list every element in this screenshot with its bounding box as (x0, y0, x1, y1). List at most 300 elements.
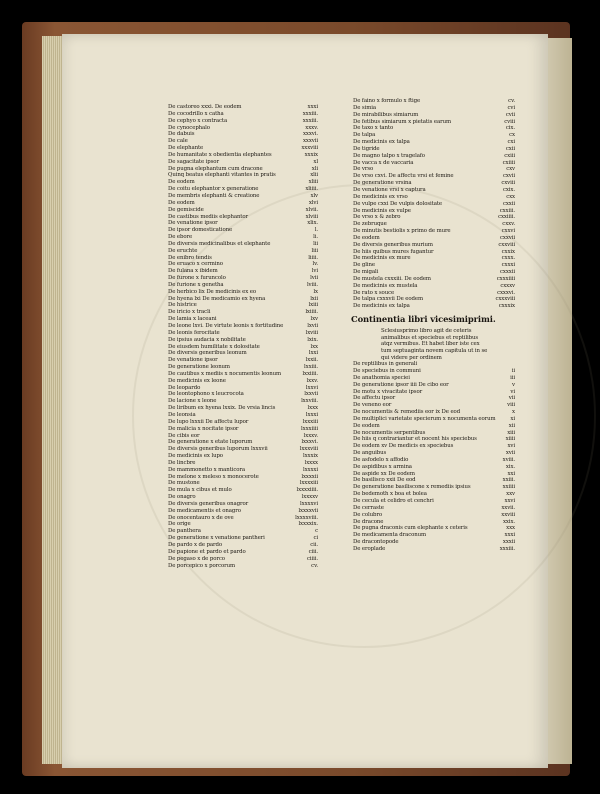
entry-title: De medicinis ex vrso (353, 193, 408, 200)
index-entry (353, 187, 515, 194)
entry-title: De dracontopode (353, 539, 399, 546)
entry-chapter-number: cviii (504, 118, 515, 125)
index-entry (353, 471, 515, 478)
entry-title: De minutis bestiolis x primo de mure (353, 228, 451, 235)
entry-chapter-number: lxxxiii (302, 418, 318, 425)
index-entry (353, 546, 515, 553)
entry-chapter-number: lxxxxiiii. (296, 487, 318, 494)
index-entry (353, 194, 515, 201)
index-entry (353, 409, 515, 416)
index-entry (353, 276, 515, 283)
entry-title: De eruchte (168, 247, 198, 254)
entry-chapter-number: lxvii (307, 323, 318, 329)
entry-chapter-number: lxxxiiii (301, 425, 318, 432)
index-entry (353, 160, 515, 167)
entry-title: De bedemoth x boa et bolea (353, 491, 427, 498)
entry-chapter-number: xlviii (305, 213, 318, 220)
index-entry (353, 255, 515, 262)
index-entry (353, 464, 515, 471)
index-entry (168, 152, 318, 159)
entry-title: De diversis generibus onagror (168, 500, 249, 507)
entry-chapter-number: lxxxxiii (299, 480, 318, 487)
entry-chapter-number: lxxi (308, 350, 318, 357)
entry-chapter-number: cxxviii (498, 241, 515, 248)
index-entry (168, 337, 318, 344)
index-entry (168, 412, 318, 419)
facing-page-edge (548, 38, 572, 764)
index-entry (353, 269, 515, 276)
entry-title: De onagro (168, 494, 196, 501)
entry-title: De colubro (353, 511, 382, 518)
index-entry (353, 525, 515, 532)
index-entry (353, 361, 515, 368)
entry-chapter-number: xxxviii (301, 145, 318, 152)
index-entry (168, 118, 318, 125)
entry-chapter-number: lxxxxix. (298, 521, 318, 528)
intro-line: atqz vermibus. Et habet liber iste cex (381, 341, 480, 348)
entry-chapter-number: cxxxi (501, 262, 515, 269)
entry-title: De aspide xx De eodem (353, 470, 415, 477)
entry-chapter-number: li. (313, 234, 318, 241)
index-entry (353, 402, 515, 409)
index-entry (168, 494, 318, 501)
entry-title: De eodem (168, 179, 195, 186)
entry-title: De humanitate x obedientia elephantes (168, 151, 272, 158)
entry-title: De faino x formulo x ftige (353, 98, 421, 104)
entry-chapter-number: cxxxiiii (496, 275, 515, 282)
entry-chapter-number: cxxii (502, 200, 515, 207)
index-entry (168, 405, 318, 412)
entry-title: De diversis medicinalibus et elephante (168, 240, 271, 247)
entry-chapter-number: xlix. (307, 220, 318, 227)
entry-title: De mirabilibus simiarum (353, 111, 419, 118)
index-entry (353, 368, 515, 375)
entry-chapter-number: xiiii (505, 436, 515, 443)
index-entry (353, 443, 515, 450)
entry-chapter-number: cv. (508, 98, 515, 104)
index-entry (353, 505, 515, 512)
entry-title: De eiusdem humilitate x dolositate (168, 343, 260, 350)
entry-title: De nocumentis & remediis eor ix De eod (353, 409, 461, 416)
entry-chapter-number: cxx (506, 193, 515, 200)
entry-title: De fulana x ibidem (168, 268, 218, 275)
entry-chapter-number: cxxiii. (499, 207, 515, 214)
entry-chapter-number: l. (314, 227, 318, 234)
index-entry (168, 289, 318, 296)
entry-chapter-number: xxxii (502, 539, 515, 546)
entry-chapter-number: lviii. (306, 281, 318, 288)
entry-title: De vrso cxvi. De affectu vrsi et femine (353, 173, 454, 180)
entry-title: De membris elephanti & creatione (168, 192, 260, 199)
entry-title: De hyena lxi De medicamio ex hyena (168, 295, 266, 302)
index-entry (168, 261, 318, 268)
entry-chapter-number: xliii (308, 179, 318, 186)
index-entry (353, 539, 515, 546)
index-entry (168, 111, 318, 118)
entry-chapter-number: cxxxv (500, 282, 515, 289)
entry-title: De leonis ferocitate (168, 329, 220, 336)
entry-chapter-number: cxviii (501, 180, 515, 187)
index-right-top-entries (353, 98, 515, 310)
entry-chapter-number: cxxx. (501, 255, 515, 262)
entry-title: De leone lxvi. De virtute leonis x fortitudine (168, 323, 284, 329)
entry-title: De rato x souce (353, 289, 395, 296)
index-entry (168, 460, 318, 467)
entry-title: De multiplici varietate specierum x nocumenta eorum (353, 415, 496, 422)
entry-chapter-number: lxxxxi (302, 466, 318, 473)
index-entry (168, 145, 318, 152)
entry-chapter-number: lvii (310, 275, 318, 282)
entry-title: De cocodrillo x catha (168, 110, 224, 117)
entry-title: De dabuis (168, 131, 195, 138)
index-entry (168, 316, 318, 323)
index-entry (168, 426, 318, 433)
entry-chapter-number: lxxiiii. (302, 370, 318, 377)
entry-chapter-number: lxxviii. (301, 398, 318, 405)
entry-chapter-number: lxxxxvii (298, 507, 318, 514)
entry-chapter-number: cxxxix (498, 303, 515, 310)
index-right-bottom-entries (353, 361, 515, 553)
entry-title: De lacione x leone (168, 398, 217, 405)
entry-chapter-number: xlv (310, 192, 318, 199)
index-entry (168, 508, 318, 515)
entry-chapter-number: cxxxii (500, 269, 515, 276)
entry-title: De furione x genetha (168, 281, 224, 288)
index-entry (168, 220, 318, 227)
index-entry (168, 391, 318, 398)
entry-chapter-number: ii (511, 367, 515, 374)
intro-line: qui videre per ordinem (381, 354, 442, 361)
entry-chapter-number: lxxxxviii. (295, 514, 318, 521)
index-entry (353, 375, 515, 382)
entry-chapter-number: lxxv. (306, 377, 318, 384)
entry-chapter-number: xxxiii. (302, 117, 318, 124)
entry-chapter-number: xxxix (304, 151, 318, 158)
entry-title: De generatione x venatione pantheri (168, 535, 265, 542)
index-entry (353, 208, 515, 215)
index-entry (168, 200, 318, 207)
index-entry (168, 227, 318, 234)
entry-title: De enibro tendis (168, 254, 212, 261)
entry-title: De cale (168, 138, 188, 145)
entry-chapter-number: cxxxvi. (497, 289, 515, 296)
index-entry (168, 542, 318, 549)
entry-title: De taxo x tanto (353, 125, 394, 132)
entry-title: De anguibus (353, 450, 387, 457)
index-column-left (168, 104, 318, 569)
entry-title: De venatione ipsor (168, 220, 218, 227)
entry-title: De tigride (353, 145, 380, 152)
index-entry (353, 491, 515, 498)
index-entry (168, 207, 318, 214)
entry-title: De lincbre (168, 459, 196, 466)
entry-chapter-number: lvi (311, 268, 318, 275)
index-entry (168, 501, 318, 508)
index-entry (168, 467, 318, 474)
entry-chapter-number: liiii. (308, 254, 318, 261)
entry-chapter-number: xxxv. (305, 124, 318, 131)
index-entry (353, 242, 515, 249)
entry-chapter-number: cxxxviii (495, 296, 515, 303)
entry-title: De medicinis ex mustela (353, 282, 418, 289)
entry-chapter-number: cxvii (502, 173, 515, 180)
entry-chapter-number: iii (510, 374, 515, 381)
entry-title: De generatione basiliscone x remediis ipsius (353, 484, 471, 491)
entry-title: De mustela cxxxiii. De eodem (353, 275, 431, 282)
entry-title: De vulpe cxxi De vulpis dolositate (353, 200, 442, 207)
entry-chapter-number: cxiiii (502, 159, 515, 166)
entry-title: De eruaco x cermino (168, 261, 223, 268)
entry-title: De lupo lxxxii De affectu lupor (168, 418, 249, 425)
index-entry (168, 371, 318, 378)
index-entry (353, 166, 515, 173)
entry-title: De papione et pardo et pardo (168, 548, 246, 555)
entry-title: De eodem xv De medicis ex speciebus (353, 443, 454, 450)
entry-title: De cecula et celidro et cenchri (353, 498, 434, 504)
entry-title: De ebore (168, 234, 193, 241)
index-entry (168, 172, 318, 179)
entry-chapter-number: lxxxi (305, 411, 318, 418)
index-entry (168, 330, 318, 337)
intro-line: Sclesiusprimo libro agit de ceteris (381, 328, 472, 335)
index-entry (168, 515, 318, 522)
entry-title: De magno talpo x tragelafo (353, 152, 425, 159)
entry-chapter-number: lxiiii. (305, 309, 318, 316)
entry-title: De dracone (353, 518, 384, 525)
index-entry (353, 303, 515, 310)
entry-chapter-number: xxiiii (502, 484, 515, 491)
intro-line: tum septuaginta novem capitula ut in se (381, 347, 488, 354)
entry-chapter-number: cxxv. (502, 221, 515, 228)
index-entry (353, 519, 515, 526)
entry-title: De pugna elephantum cum dracone (168, 165, 263, 172)
entry-title: De pugna draconis cum elephante x ceteris (353, 525, 468, 532)
entry-title: De eroplade (353, 545, 386, 552)
entry-chapter-number: lii (313, 240, 318, 247)
entry-chapter-number: xxxi (504, 532, 515, 539)
entry-chapter-number: lxiii (308, 302, 318, 309)
index-entry (353, 125, 515, 132)
entry-title: De asfodelo x affodio (353, 456, 409, 463)
entry-chapter-number: xxi (507, 470, 515, 477)
index-entry (168, 159, 318, 166)
entry-title: De veneno eor (353, 402, 392, 409)
entry-chapter-number: c (315, 528, 318, 535)
index-entry (353, 132, 515, 139)
index-entry (353, 173, 515, 180)
entry-title: De generatione x etate luporum (168, 439, 253, 446)
entry-chapter-number: xix. (505, 463, 515, 470)
entry-chapter-number: cxxvi (501, 228, 515, 235)
entry-title: De cephyo x contracta (168, 117, 228, 124)
entry-title: De medicinis ex lupo (168, 453, 223, 460)
entry-title: De cynocephalo (168, 124, 210, 131)
entry-title: De lamia x laceani (168, 316, 217, 323)
entry-title: De zebruque (353, 221, 387, 228)
index-entry (168, 398, 318, 405)
index-entry (168, 104, 318, 111)
entry-chapter-number: lx (313, 288, 318, 295)
index-entry (353, 112, 515, 119)
entry-chapter-number: xxviii (501, 511, 515, 518)
entry-chapter-number: lxxxx (304, 459, 318, 466)
entry-title: De medicinis ex mure (353, 255, 411, 262)
entry-chapter-number: xvii (505, 450, 515, 457)
entry-chapter-number: lxxvii (304, 391, 318, 398)
entry-title: De histrice (168, 302, 197, 309)
entry-title: De liribum ex hyena lxxix. De vrsia lincis (168, 405, 276, 412)
entry-title: De motu x vivacitate ipsor (353, 388, 423, 395)
entry-chapter-number: cv. (311, 562, 318, 569)
entry-title: De medicinis ex talpa (353, 139, 410, 146)
index-entry (353, 436, 515, 443)
index-entry (353, 139, 515, 146)
index-entry (168, 474, 318, 481)
index-entry (353, 119, 515, 126)
entry-title: De venatione vrsi x captura (353, 186, 426, 193)
index-entry (168, 268, 318, 275)
entry-title: De eodem (353, 422, 380, 429)
index-entry (353, 221, 515, 228)
index-entry (353, 450, 515, 457)
index-entry (353, 105, 515, 112)
entry-title: De gemiscide (168, 206, 204, 213)
entry-title: Quinq beatus elephanti vitantes in pratis (168, 172, 276, 179)
entry-chapter-number: lxx (310, 343, 318, 350)
index-entry (353, 262, 515, 269)
entry-title: De diversis generibus leonum (168, 350, 247, 357)
index-entry (353, 153, 515, 160)
entry-title: De migali (353, 269, 379, 276)
entry-chapter-number: xxvii. (501, 504, 515, 511)
entry-chapter-number: cxi (507, 139, 515, 146)
index-entry (168, 214, 318, 221)
entry-title: De venatione ipsor (168, 357, 218, 364)
index-entry (168, 535, 318, 542)
entry-chapter-number: cvii (505, 111, 515, 118)
index-entry (168, 344, 318, 351)
entry-chapter-number: lxxxv. (303, 432, 318, 439)
entry-chapter-number: xl (313, 158, 318, 165)
entry-chapter-number: lxix. (307, 336, 318, 343)
index-entry (168, 186, 318, 193)
entry-title: De pardo x de pardo (168, 542, 223, 548)
index-entry (168, 131, 318, 138)
entry-title: De nocumentis serpentibus (353, 429, 426, 436)
entry-title: De pegaso x de porco (168, 555, 225, 562)
index-entry (353, 389, 515, 396)
index-entry (353, 382, 515, 389)
entry-chapter-number: liii (311, 247, 318, 254)
entry-title: De cautibus x mediis x nocumentis leonum (168, 370, 281, 377)
index-entry (353, 296, 515, 303)
index-column-right (353, 98, 515, 553)
entry-chapter-number: xxxvi. (302, 131, 318, 138)
entry-title: De basilisco xxii De eod (353, 477, 416, 484)
index-entry (353, 395, 515, 402)
index-entry (353, 98, 515, 105)
index-entry (168, 350, 318, 357)
index-entry (168, 433, 318, 440)
entry-title: De ipsor domesticatione (168, 227, 233, 234)
entry-title: De coitu elephantor x generatione (168, 186, 259, 193)
index-entry (353, 201, 515, 208)
entry-title: De herbico lix De medicinis ex eo (168, 288, 257, 295)
entry-title: De medicinis ex talpa (353, 303, 410, 310)
index-entry (168, 323, 318, 330)
index-entry (168, 549, 318, 556)
index-entry (353, 416, 515, 423)
entry-title: De eodem (353, 234, 380, 241)
entry-title: De leontophono x leucrocota (168, 391, 244, 398)
section-heading: Continentia libri vicesimiprimi. (351, 314, 496, 325)
entry-title: De medicamentis et onagro (168, 507, 241, 514)
index-entry (353, 180, 515, 187)
index-entry (353, 283, 515, 290)
entry-title: De castibus mediis elephantor (168, 213, 248, 220)
entry-title: De hiis quibus mures fugantur (353, 248, 434, 255)
index-entry (353, 423, 515, 430)
entry-chapter-number: cvi (507, 104, 515, 111)
entry-chapter-number: cxix. (502, 186, 515, 193)
entry-title: De mammonetto x manticora (168, 466, 245, 473)
entry-chapter-number: xi (510, 415, 515, 422)
entry-chapter-number: xlii (310, 172, 318, 179)
index-entry (353, 457, 515, 464)
index-entry (168, 302, 318, 309)
entry-chapter-number: lxxxviii (299, 446, 318, 453)
index-entry (168, 282, 318, 289)
entry-title: De onocentauro x de ove (168, 514, 234, 521)
index-entry (168, 255, 318, 262)
entry-title: De melone x meleso x monocerote (168, 473, 259, 480)
entry-title: De generatione vrsina (353, 180, 412, 187)
entry-title: De talpa (353, 132, 376, 139)
index-entry (168, 357, 318, 364)
entry-chapter-number: lxxxxii (301, 473, 318, 480)
entry-title: De castoreo xxxi. De eodem (168, 104, 242, 110)
index-entry (168, 563, 318, 570)
index-entry (168, 309, 318, 316)
entry-chapter-number: lxxx (307, 405, 318, 412)
entry-title: De malicia x nocitate ipsor (168, 425, 239, 432)
index-entry (168, 439, 318, 446)
entry-chapter-number: cx (509, 132, 515, 139)
entry-title: De cibis eor (168, 432, 200, 439)
entry-title: De mustone (168, 480, 200, 487)
entry-title: De generatione leonum (168, 364, 230, 371)
index-entry (168, 556, 318, 563)
index-entry (353, 228, 515, 235)
entry-title: De diversis generibus luporum lxxxvii (168, 446, 268, 453)
entry-chapter-number: lxviii (305, 329, 318, 336)
index-entry (168, 193, 318, 200)
index-entry (168, 296, 318, 303)
index-entry (353, 430, 515, 437)
index-entry (168, 179, 318, 186)
index-entry (168, 125, 318, 132)
entry-chapter-number: xxix. (502, 518, 515, 525)
entry-chapter-number: lxxxix (302, 453, 318, 460)
index-entry (353, 532, 515, 539)
entry-title: De medicinis ex vulpe (353, 207, 411, 214)
entry-chapter-number: xli (311, 165, 318, 172)
entry-title: De leonsia (168, 411, 196, 418)
index-entry (353, 235, 515, 242)
entry-title: De affectu ipsor (353, 395, 396, 402)
entry-chapter-number: xxiii. (502, 477, 515, 484)
entry-title: De gline (353, 262, 375, 269)
